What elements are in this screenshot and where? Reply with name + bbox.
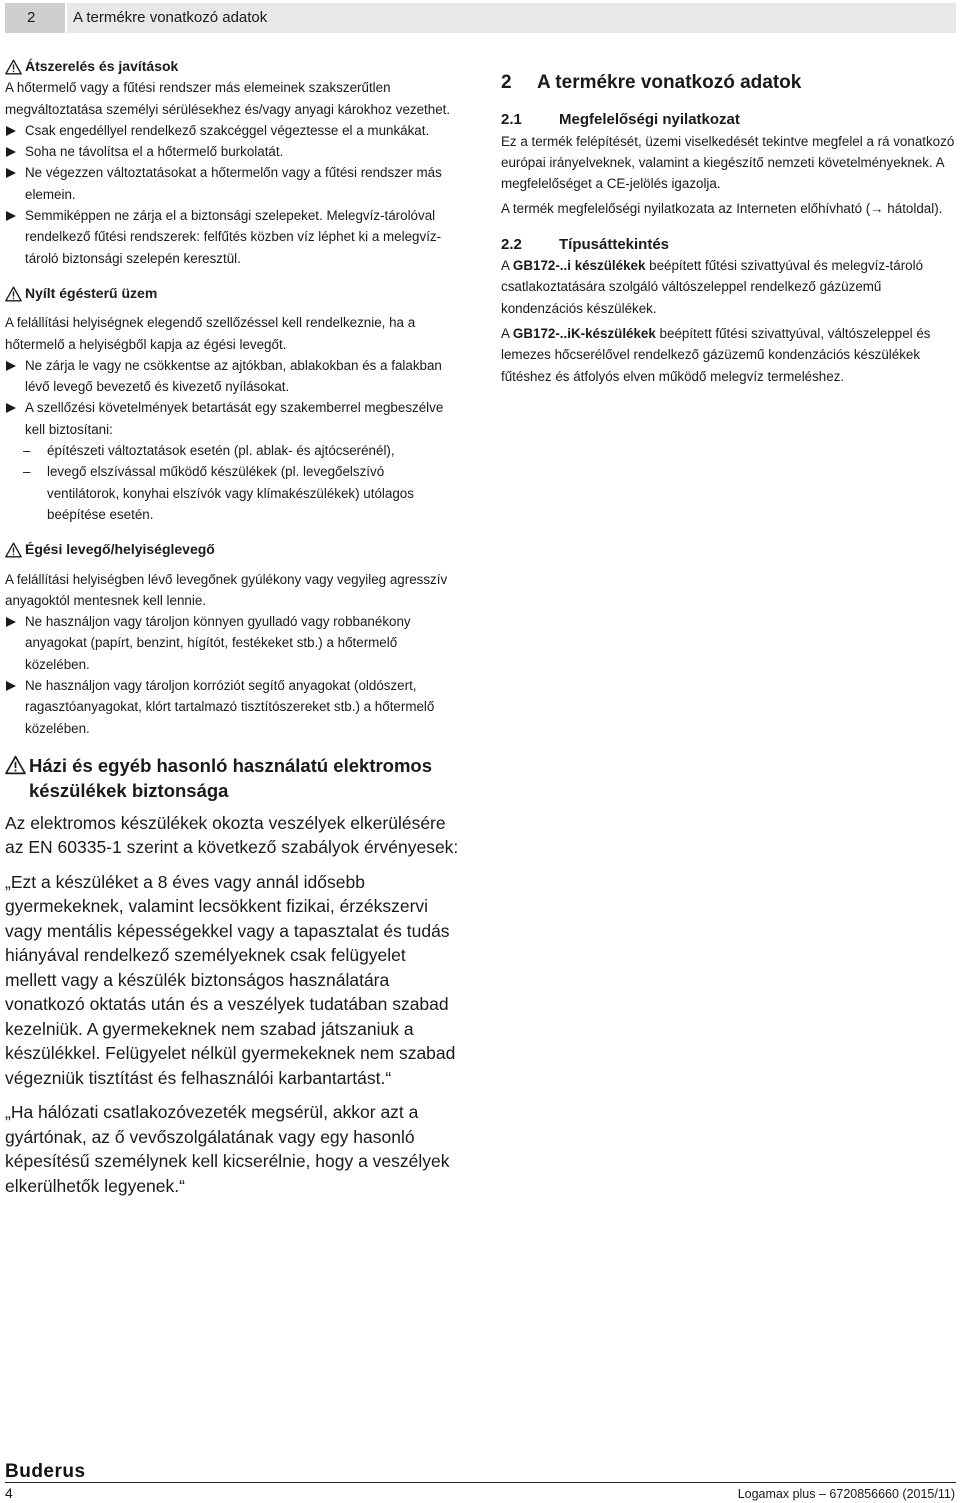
section-paragraph: Az elektromos készülékek okozta veszélyek elkerülésére az EN 60335-1 szerint a következő szabályok érvényesek: [5, 812, 459, 858]
list-item: Ne végezzen változtatásokat a hőtermelőn vagy a fűtési rendszer más elemein. [5, 162, 460, 205]
instruction-list [5, 611, 460, 739]
list-item: Soha ne távolítsa el a hőtermelő burkolatát. [5, 141, 460, 162]
product-code: GB172-..i készülékek [512, 258, 646, 274]
list-item: Ne használjon vagy tároljon könnyen gyulladó vagy robbanékony anyagokat (papírt, benzint, hígítót, festékeket stb.) a hőtermelő közelében. [5, 611, 460, 675]
paragraph: A termék megfelelőségi nyilatkozata az Interneten előhívható (→ hátoldal). [501, 201, 943, 217]
section-intro: A felállítási helyiségben lévő levegőnek gyúlékony vagy vegyileg agresszív anyagoktól mentesnek kell lennie. [5, 571, 448, 608]
section-title: Házi és egyéb hasonló használatú elektromos készülékek biztonsága [29, 754, 433, 801]
list-item: Semmiképpen ne zárja el a biztonsági szelepeket. Melegvíz-tárolóval rendelkező fűtési rendszerek: felfűtés közben víz léphet ki a melegvíz-tároló biztonsági szelepén keresztül. [5, 205, 460, 269]
brand-logo: Buderus [5, 1461, 86, 1482]
section-heading-open-flue [5, 283, 460, 304]
paragraph: Ez a termék felépítését, üzemi viselkedését tekintve megfelel a rá vonatkozó európai irányelveknek, valamint a kiegészítő nemzeti követelményeknek. A megfelelőséget a CE-jelölés igazolja. [501, 133, 955, 192]
header-chapter-number-box [5, 3, 67, 33]
document-reference: Logamax plus – 6720856660 (2015/11) [737, 1487, 955, 1501]
section-title: Nyílt égésterű üzem [25, 284, 158, 301]
text-run: beépített fűtési szivattyúval és melegvíz-tároló csatlakoztatására szolgáló váltószeleppel rendelkező gázüzemű kondenzációs készülékek. [501, 258, 924, 316]
warning-icon [5, 755, 26, 775]
chapter-number: 2 [501, 72, 512, 93]
right-column [501, 72, 956, 387]
subsection-number: 2.2 [501, 235, 522, 253]
chapter-heading [501, 72, 956, 93]
header-chapter-title: A termékre vonatkozó adatok [73, 9, 268, 26]
section-title: Égési levegő/helyiséglevegő [25, 541, 215, 558]
warning-icon [5, 286, 22, 302]
text-run: A [501, 258, 513, 274]
subsection-title: Típusáttekintés [559, 235, 670, 253]
subsection-number: 2.1 [501, 111, 522, 129]
dash-list-item: – levegő elszívással működő készülékek (pl. levegőelszívó ventilátorok, konyhai elszívók vagy klímakészülékek) utólagos beépítése esetén. [5, 461, 460, 525]
subsection-heading-types [501, 234, 956, 255]
list-item: Csak engedéllyel rendelkező szakcéggel végeztesse el a munkákat. [5, 120, 460, 141]
subsection-heading-conformity [501, 109, 956, 130]
warning-icon [5, 59, 22, 75]
header-chapter-number: 2 [27, 9, 36, 26]
section-heading-repairs [5, 56, 460, 77]
quote-paragraph: „Ezt a készüléket a 8 éves vagy annál idősebb gyermekeknek, valamint lecsökkent fizikai, érzékszervi vagy mentális képességekkel vagy a tapasztalat és tudás hiányával rendelkező személyeknek csak felügyelet mellett vagy a készülék biztonságos használatára vonatkozó oktatás után és a veszélyek tudatában szabad kezelniük. A gyermekeknek nem szabad játszaniuk a készülékkel. Felügyelet nélkül gyermekeknek nem szabad végezniük tisztítást és felhasználói karbantartást.“ [5, 871, 456, 1088]
paragraph [501, 323, 956, 387]
instruction-list [5, 120, 460, 269]
left-column [5, 56, 460, 1198]
dash-list-item: – építészeti változtatások esetén (pl. ablak- és ajtócserénél), [5, 440, 460, 461]
section-heading-electrical-safety [5, 753, 460, 803]
quote-paragraph: „Ha hálózati csatlakozóvezeték megsérül, akkor azt a gyártónak, az ő vevőszolgálatának vagy egy hasonló képesítésű személynek kell kicserélnie, hogy a veszélyek elkerülhetők legyenek.“ [5, 1102, 450, 1196]
subsection-title: Megfelelőségi nyilatkozat [559, 111, 740, 129]
chapter-title: A termékre vonatkozó adatok [537, 72, 802, 93]
text-run: A [501, 325, 513, 341]
warning-icon [5, 542, 22, 558]
section-intro: A hőtermelő vagy a fűtési rendszer más elemeinek szakszerűtlen megváltoztatása személyi sérülésekhez és/vagy anyagi károkhoz vezethet. [5, 80, 451, 117]
product-code: GB172-..iK-készülékek [512, 325, 656, 341]
page-number: 4 [5, 1485, 13, 1501]
list-item: Ne használjon vagy tároljon korróziót segítő anyagokat (oldószert, ragasztóanyagokat, klórt tartalmazó tisztítószereket stb.) a hőtermelő közelében. [5, 675, 460, 739]
paragraph [501, 255, 956, 319]
page-header [5, 3, 956, 33]
section-heading-combustion-air [5, 539, 460, 560]
dash-list [5, 440, 460, 525]
text-run: beépített fűtési szivattyúval, váltószeleppel és lemezes hőcserélővel rendelkező gázüzemű kondenzációs készülékek fűtéshez és átfolyós elven működő melegvíz termeléshez. [501, 325, 931, 384]
list-item: Ne zárja le vagy ne csökkentse az ajtókban, ablakokban és a falakban lévő levegő bevezető és kivezető nyílásokat. [5, 355, 460, 398]
list-item: A szellőzési követelmények betartását egy szakemberrel megbeszélve kell biztosítani: [5, 397, 460, 440]
instruction-list [5, 355, 460, 440]
section-title: Átszerelés és javítások [25, 58, 179, 74]
section-intro: A felállítási helyiségnek elegendő szellőzéssel kell rendelkeznie, ha a hőtermelő a helyiségből kapja az égési levegőt. [5, 315, 416, 352]
footer-divider [5, 1482, 956, 1483]
